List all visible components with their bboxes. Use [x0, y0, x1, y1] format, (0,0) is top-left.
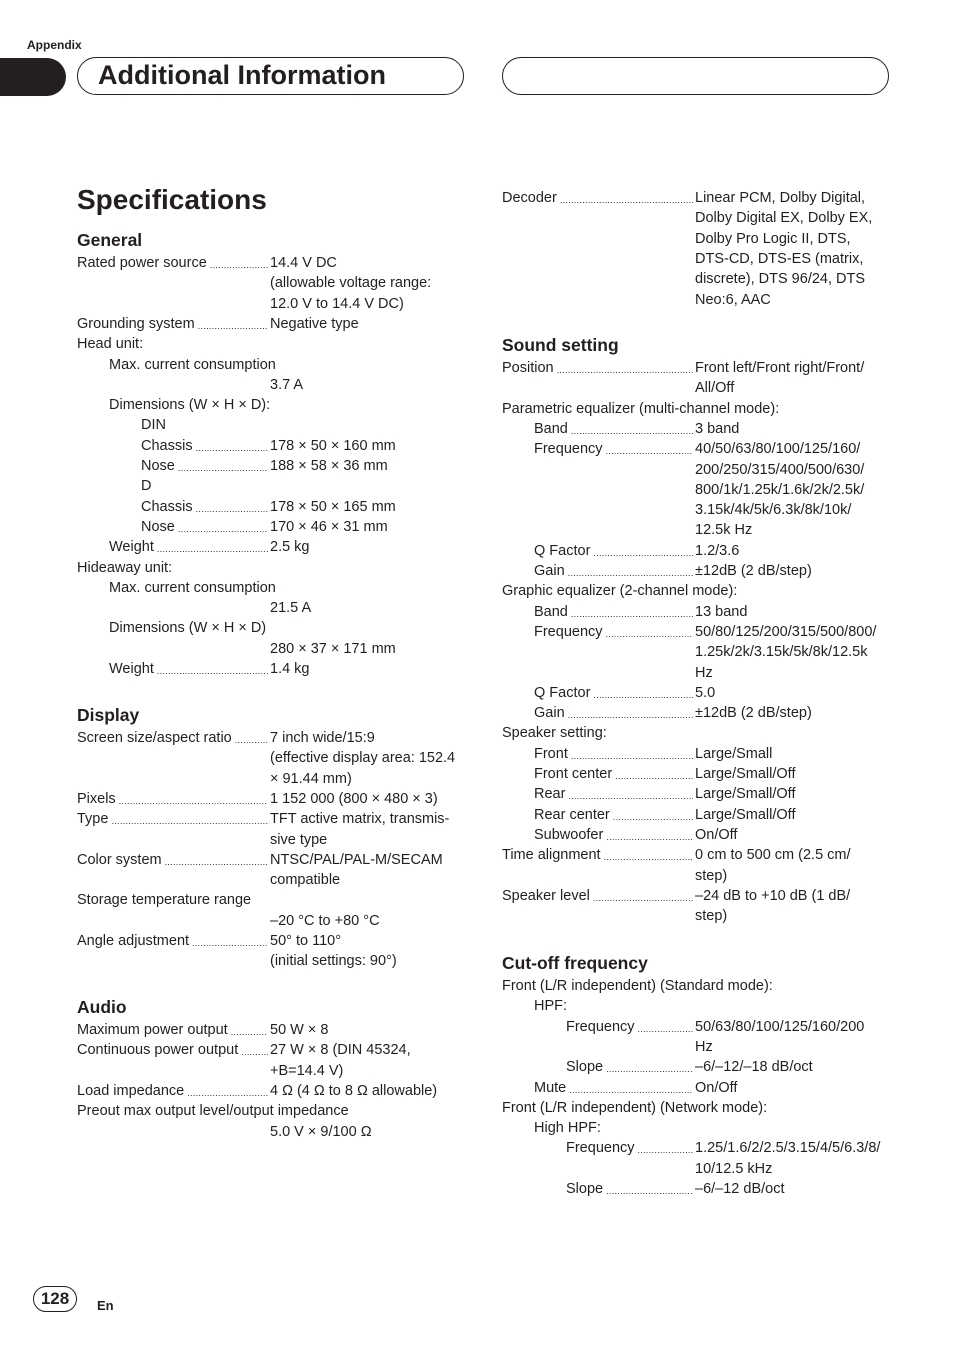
dot-leader [593, 683, 693, 703]
spec-row-cutoff [0, 976, 954, 996]
spec-label: Type [77, 811, 109, 828]
spec-row-sound-setting [0, 866, 954, 886]
spec-row-decoder [0, 188, 954, 208]
header-title: Additional Information [98, 60, 386, 90]
spec-row-decoder [0, 249, 954, 269]
spec-row-sound-setting [0, 460, 954, 480]
spec-value: 14.4 V DC [270, 255, 337, 271]
spec-value: DTS-CD, DTS-ES (matrix, [695, 250, 864, 267]
spec-row-sound-setting [0, 439, 954, 459]
spec-label: Front center [534, 766, 613, 782]
spec-value: ±12dB (2 dB/step) [695, 705, 812, 722]
spec-row-decoder [0, 208, 954, 228]
spec-label: Speaker level [502, 887, 590, 904]
spec-label: Nose [141, 458, 175, 474]
spec-value: 50 W × 8 [270, 1022, 329, 1038]
spec-value: 1.25/1.6/2/2.5/3.15/4/5/6.3/8/ [695, 1140, 881, 1157]
spec-label: Gain [534, 705, 565, 722]
spec-label: Chassis [141, 498, 193, 515]
spec-label: Front (L/R independent) (Network mode): [502, 1099, 768, 1116]
spec-label: Dimensions (W × H × D): [109, 397, 271, 414]
spec-value: 170 × 46 × 31 mm [270, 518, 388, 535]
spec-row-sound-setting [0, 500, 954, 520]
spec-value: Linear PCM, Dolby Digital, [695, 190, 866, 206]
spec-label: Mute [534, 1079, 567, 1096]
spec-row-cutoff [0, 1118, 954, 1138]
dot-leader [571, 419, 693, 439]
spec-row-sound-setting [0, 663, 954, 683]
spec-label: Angle adjustment [77, 933, 190, 949]
spec-value: (effective display area: 152.4 [270, 750, 456, 767]
section-heading-general: General [77, 230, 143, 250]
page-number: 128 [33, 1286, 77, 1312]
spec-label: Head unit: [77, 336, 144, 353]
dot-leader [560, 188, 693, 208]
spec-row-sound-setting [0, 622, 954, 642]
spec-label: Frequency [534, 441, 603, 458]
spec-value: NTSC/PAL/PAL-M/SECAM [270, 851, 443, 868]
spec-value: On/Off [695, 826, 738, 843]
section-heading-sound-setting: Sound setting [502, 335, 619, 355]
spec-value: 3.15k/4k/5k/6.3k/8k/10k/ [695, 502, 852, 519]
spec-label: Slope [566, 1181, 604, 1197]
spec-row-sound-setting [0, 581, 954, 601]
spec-label: Position [502, 360, 554, 376]
spec-label: Parametric equalizer (multi-channel mode): [502, 400, 780, 417]
spec-value: 200/250/315/400/500/630/ [695, 461, 865, 478]
spec-row-sound-setting [0, 906, 954, 926]
spec-value: 1.25k/2k/3.15k/5k/8k/12.5k [695, 644, 868, 661]
dot-leader [593, 541, 693, 561]
page-title: Specifications [77, 184, 267, 215]
header-tab-marker [0, 58, 66, 96]
spec-value: compatible [270, 872, 341, 889]
spec-row-sound-setting [0, 886, 954, 906]
spec-value: On/Off [695, 1079, 738, 1096]
dot-leader [198, 314, 268, 334]
spec-row-sound-setting [0, 480, 954, 500]
dot-leader [568, 784, 693, 804]
dot-leader [604, 845, 693, 865]
spec-label: Pixels [77, 790, 116, 807]
spec-label: Frequency [534, 623, 603, 640]
spec-label: High HPF: [534, 1120, 601, 1137]
spec-label: Frequency [566, 1140, 635, 1157]
dot-leader [606, 825, 693, 845]
spec-label: Storage temperature range [77, 892, 252, 909]
spec-value: 7 inch wide/15:9 [270, 730, 375, 746]
spec-value: –20 °C to +80 °C [270, 912, 380, 929]
spec-label: Decoder [502, 190, 557, 206]
dot-leader [568, 703, 693, 723]
spec-value: Dolby Pro Logic II, DTS, [695, 230, 851, 247]
spec-value: 27 W × 8 (DIN 45324, [270, 1042, 411, 1059]
spec-row-cutoff [0, 1098, 954, 1118]
spec-row-decoder [0, 229, 954, 249]
spec-label: Nose [141, 518, 175, 535]
spec-row-sound-setting [0, 744, 954, 764]
section-heading-cutoff-frequency: Cut-off frequency [502, 953, 648, 973]
spec-row-sound-setting [0, 561, 954, 581]
spec-value: –6/–12/–18 dB/oct [695, 1059, 813, 1076]
dot-leader [606, 1057, 693, 1077]
spec-value: 50/80/125/200/315/500/800/ [695, 623, 877, 640]
spec-row-sound-setting [0, 723, 954, 743]
spec-value: +B=14.4 V) [270, 1062, 344, 1079]
spec-value: ±12dB (2 dB/step) [695, 563, 812, 579]
spec-row-sound-setting [0, 805, 954, 825]
spec-value: step) [695, 867, 728, 884]
header-empty-box [502, 57, 889, 95]
spec-row-sound-setting [0, 520, 954, 540]
spec-label: Dimensions (W × H × D) [109, 620, 267, 637]
spec-value: Hz [695, 1038, 713, 1055]
spec-row-sound-setting [0, 845, 954, 865]
appendix-label: Appendix [27, 38, 82, 52]
section-heading-audio: Audio [77, 997, 127, 1017]
spec-label: HPF: [534, 998, 568, 1015]
spec-value: 50° to 110° [270, 933, 341, 949]
spec-value: 21.5 A [270, 600, 312, 617]
spec-label: Subwoofer [534, 826, 604, 843]
spec-value: 800/1k/1.25k/1.6k/2k/2.5k/ [695, 481, 865, 498]
spec-row-cutoff [0, 996, 954, 1016]
spec-value: 50/63/80/100/125/160/200 [695, 1018, 865, 1035]
spec-label: Weight [109, 661, 154, 677]
spec-value: × 91.44 mm) [270, 770, 352, 787]
spec-value: –6/–12 dB/oct [695, 1181, 785, 1197]
spec-value: (allowable voltage range: [270, 275, 432, 292]
spec-row-sound-setting [0, 399, 954, 419]
spec-label: Color system [77, 851, 162, 868]
spec-row-cutoff [0, 1159, 954, 1179]
dot-leader [606, 439, 693, 459]
spec-label: Slope [566, 1059, 604, 1076]
spec-value: All/Off [695, 380, 735, 397]
spec-value: 178 × 50 × 160 mm [270, 437, 396, 454]
spec-label: Screen size/aspect ratio [77, 730, 232, 746]
spec-label: Rated power source [77, 255, 207, 271]
spec-row-cutoff [0, 1017, 954, 1037]
spec-value: TFT active matrix, transmis- [270, 811, 450, 828]
spec-label: Q Factor [534, 684, 591, 701]
spec-value: 4 Ω (4 Ω to 8 Ω allowable) [270, 1082, 438, 1099]
spec-row-sound-setting [0, 642, 954, 662]
spec-value: 13 band [695, 603, 748, 620]
spec-label: Continuous power output [77, 1042, 239, 1059]
dot-leader [613, 805, 693, 825]
spec-value: 280 × 37 × 171 mm [270, 640, 396, 657]
spec-row-sound-setting [0, 378, 954, 398]
spec-label: Front [534, 745, 568, 762]
spec-label: Weight [109, 539, 154, 556]
dot-leader [606, 622, 693, 642]
spec-value: Large/Small/Off [695, 766, 796, 782]
spec-label: Chassis [141, 437, 193, 454]
spec-label: D [141, 478, 152, 495]
spec-row-sound-setting [0, 541, 954, 561]
spec-value: 12.0 V to 14.4 V DC) [270, 295, 404, 312]
spec-label: Band [534, 420, 568, 437]
spec-label: Rear [534, 786, 566, 803]
spec-row-cutoff [0, 1057, 954, 1077]
spec-label: Gain [534, 563, 565, 579]
spec-label: Q Factor [534, 542, 591, 559]
spec-row-sound-setting [0, 683, 954, 703]
spec-value: 1 152 000 (800 × 480 × 3) [270, 790, 438, 807]
spec-row-sound-setting [0, 764, 954, 784]
dot-leader [571, 602, 693, 622]
spec-label: Band [534, 603, 568, 620]
spec-value: Front left/Front right/Front/ [695, 360, 865, 376]
spec-value: 10/12.5 kHz [695, 1160, 773, 1177]
spec-row-decoder [0, 290, 954, 310]
dot-leader [593, 886, 693, 906]
spec-value: 188 × 58 × 36 mm [270, 458, 388, 474]
spec-label: Max. current consumption [109, 356, 276, 373]
spec-value: Hz [695, 664, 713, 681]
spec-value: discrete), DTS 96/24, DTS [695, 271, 866, 288]
spec-value: Dolby Digital EX, Dolby EX, [695, 210, 873, 227]
language-label: En [97, 1298, 114, 1313]
spec-value: 5.0 V × 9/100 Ω [270, 1123, 372, 1140]
spec-value: 1.4 kg [270, 661, 310, 677]
spec-value: 12.5k Hz [695, 522, 753, 539]
dot-leader [568, 561, 693, 581]
spec-value: 178 × 50 × 165 mm [270, 498, 396, 515]
spec-label: DIN [141, 417, 166, 434]
spec-row-cutoff [0, 1078, 954, 1098]
spec-label: Frequency [566, 1018, 635, 1035]
spec-row-display [0, 931, 954, 951]
spec-label: Hideaway unit: [77, 559, 173, 576]
spec-label: Rear center [534, 806, 610, 823]
spec-label: Time alignment [502, 847, 601, 864]
spec-value: Large/Small/Off [695, 806, 796, 823]
spec-label: Maximum power output [77, 1022, 228, 1038]
spec-value: 0 cm to 500 cm (2.5 cm/ [695, 847, 851, 864]
spec-value: 3 band [695, 420, 740, 437]
spec-value: (initial settings: 90°) [270, 953, 397, 970]
spec-row-sound-setting [0, 602, 954, 622]
spec-row-decoder [0, 269, 954, 289]
spec-row-sound-setting [0, 419, 954, 439]
spec-row-sound-setting [0, 784, 954, 804]
dot-leader [192, 931, 268, 951]
spec-label: Max. current consumption [109, 579, 276, 596]
spec-row-cutoff [0, 1179, 954, 1199]
spec-row-cutoff [0, 1138, 954, 1158]
spec-value: Large/Small/Off [695, 786, 796, 803]
spec-value: –24 dB to +10 dB (1 dB/ [695, 887, 851, 904]
spec-value: 1.2/3.6 [695, 542, 740, 559]
spec-label: Grounding system [77, 315, 195, 332]
section-heading-display: Display [77, 705, 140, 725]
spec-row-general [0, 334, 954, 354]
spec-row-display [0, 951, 954, 971]
spec-value: 3.7 A [270, 376, 304, 393]
spec-value: 5.0 [695, 684, 716, 701]
spec-value: sive type [270, 831, 328, 848]
spec-label: Preout max output level/output impedance [77, 1103, 349, 1120]
spec-row-general [0, 314, 954, 334]
spec-label: Load impedance [77, 1082, 185, 1099]
dot-leader [638, 1017, 693, 1037]
spec-value: 2.5 kg [270, 539, 310, 556]
dot-leader [557, 358, 693, 378]
spec-row-cutoff [0, 1037, 954, 1057]
spec-label: Speaker setting: [502, 725, 607, 742]
spec-value: 40/50/63/80/100/125/160/ [695, 441, 861, 458]
dot-leader [571, 744, 693, 764]
spec-row-sound-setting [0, 825, 954, 845]
dot-leader [615, 764, 693, 784]
dot-leader [569, 1078, 693, 1098]
dot-leader [638, 1138, 693, 1158]
spec-row-sound-setting [0, 703, 954, 723]
spec-value: Negative type [270, 315, 359, 332]
spec-row-sound-setting [0, 358, 954, 378]
dot-leader [606, 1179, 693, 1199]
spec-value: Large/Small [695, 745, 773, 762]
header-title-box [77, 57, 464, 95]
spec-label: Graphic equalizer (2-channel mode): [502, 583, 738, 600]
spec-value: step) [695, 908, 728, 925]
spec-value: Neo:6, AAC [695, 291, 771, 308]
spec-label: Front (L/R independent) (Standard mode): [502, 978, 773, 994]
